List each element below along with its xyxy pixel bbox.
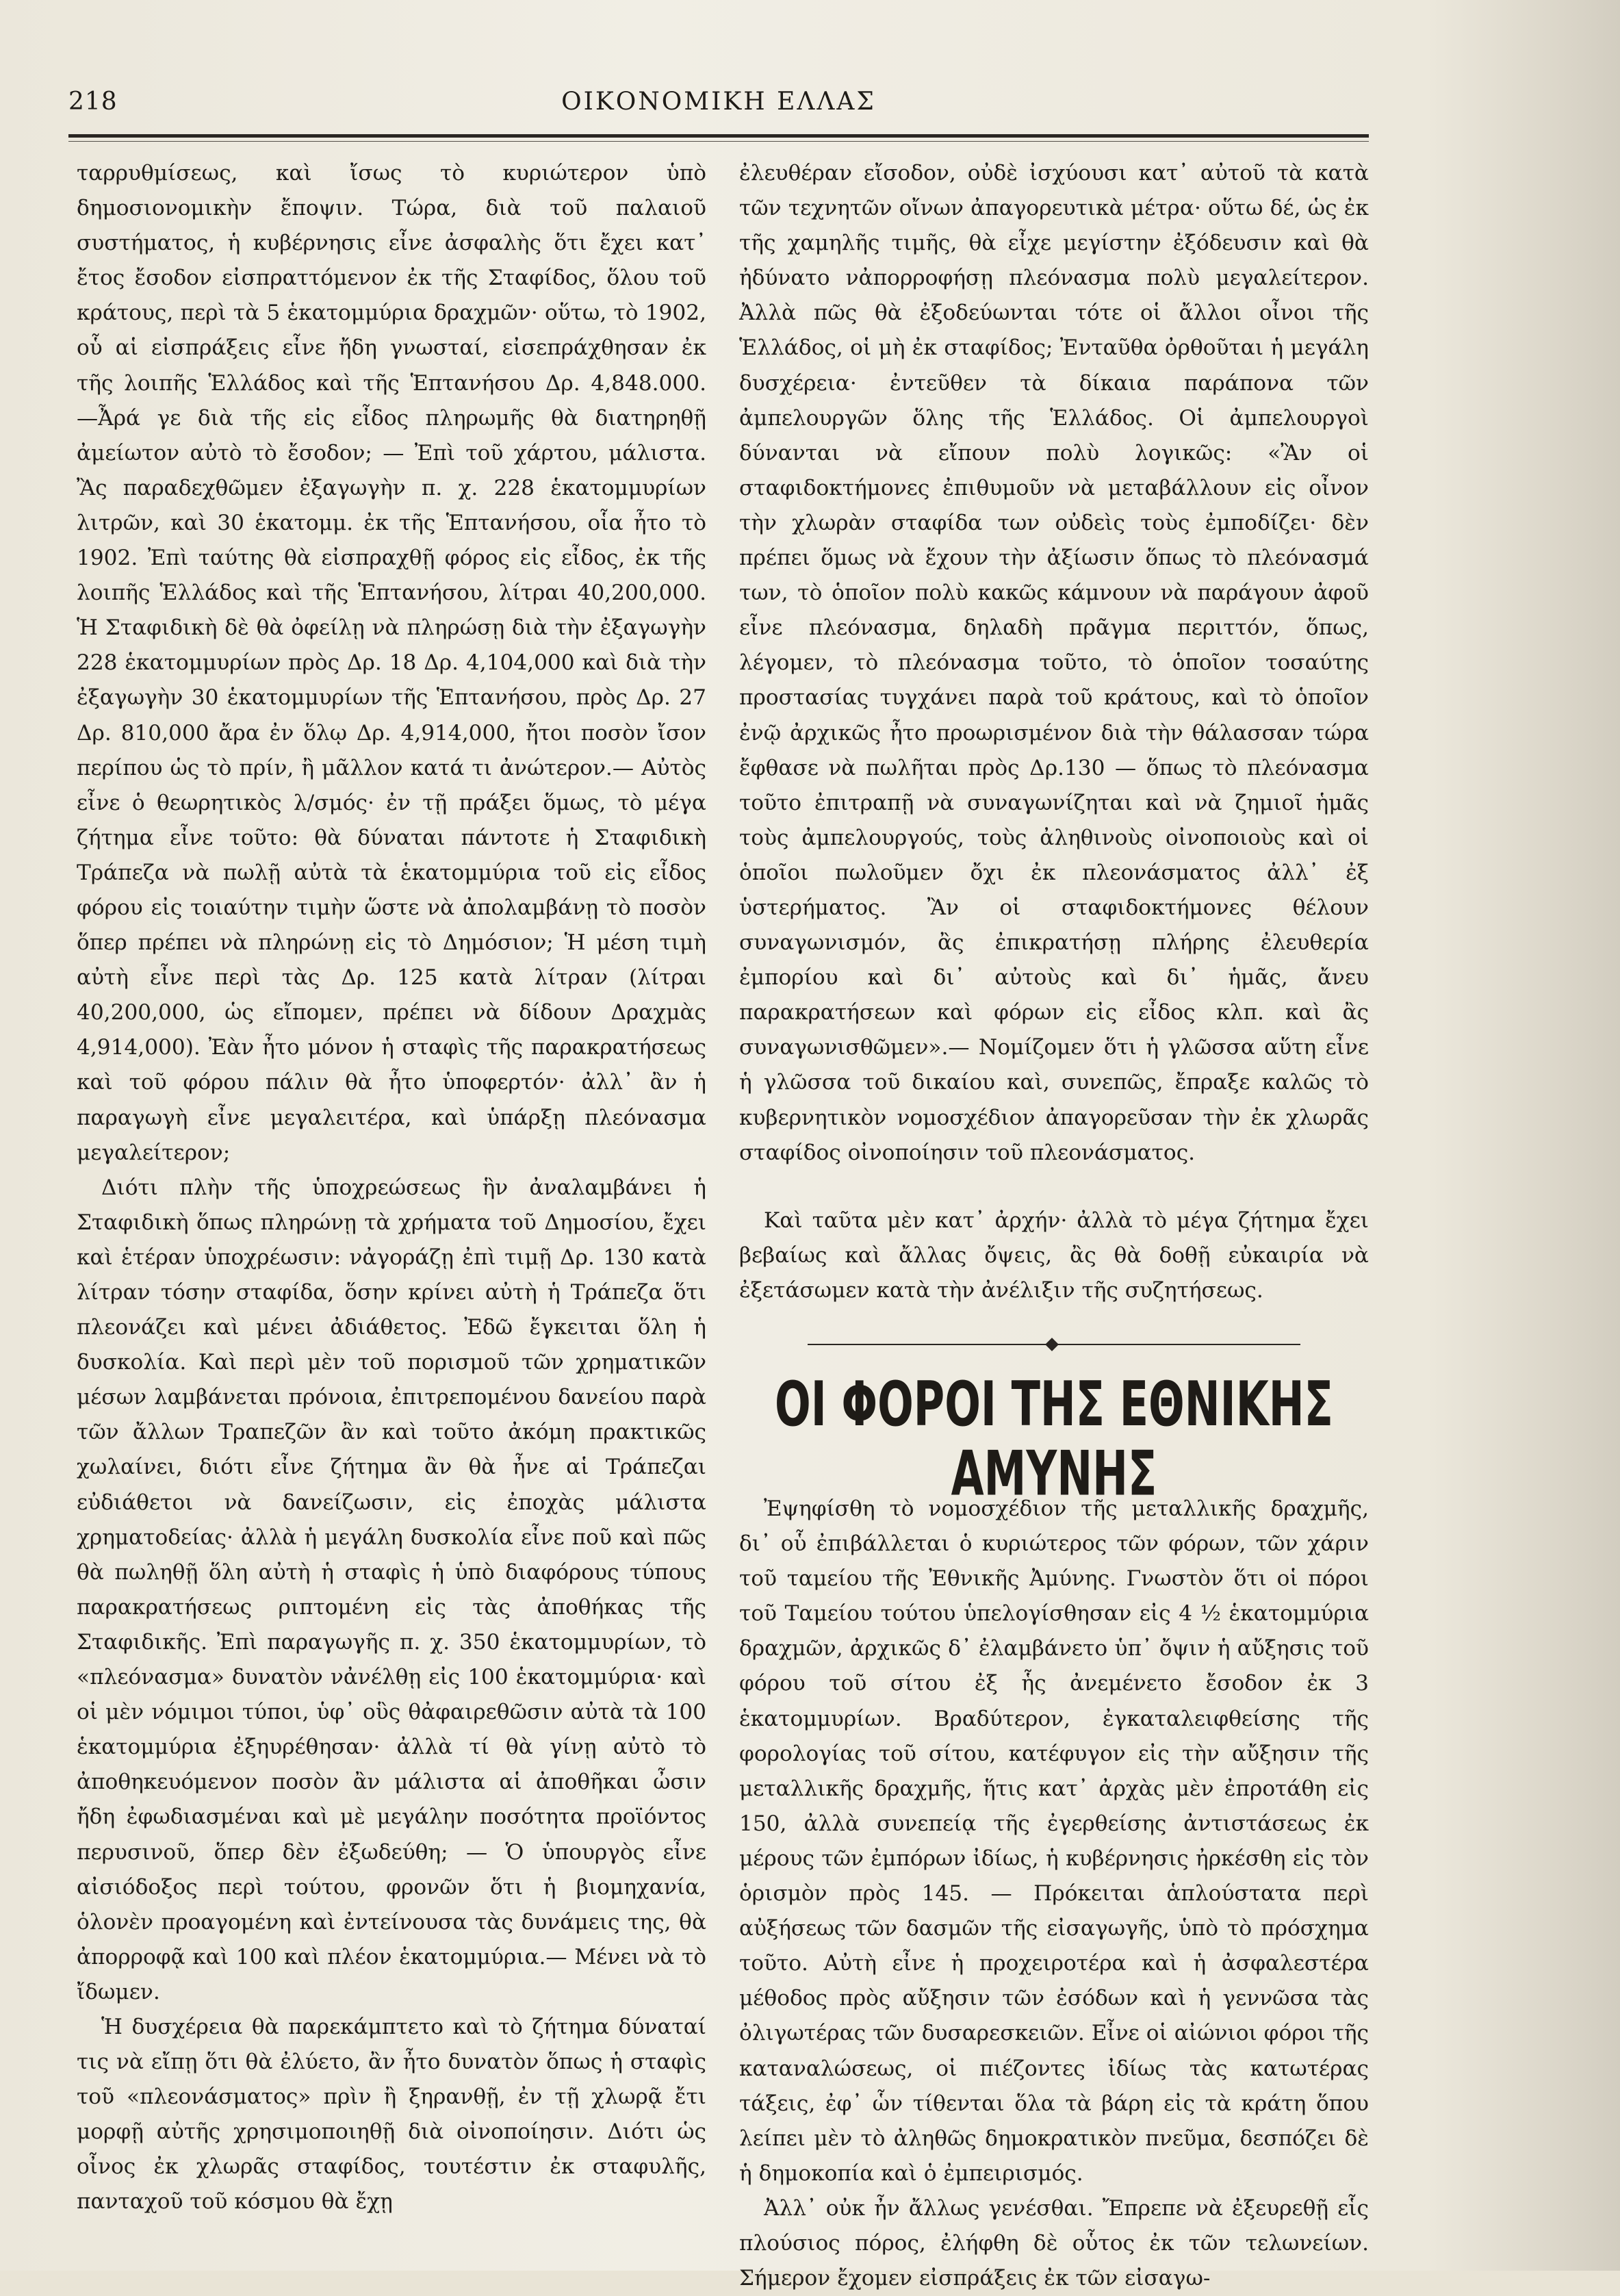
left-column — [77, 156, 706, 2220]
right-closing-paragraph: Καὶ ταῦτα μὲν κατ᾽ ἀρχήν· ἀλλὰ τὸ μέγα ζήτημα ἔχει βεβαίως καὶ ἄλλας ὄψεις, ἂς θὰ δοθῇ εὐκαιρία νὰ ἐξετάσωμεν κατὰ τὴν ἀνέλιξιν τῆς συζητήσεως. — [739, 1208, 1369, 1303]
left-paragraph: Ἡ δυσχέρεια θὰ παρεκάμπτετο καὶ τὸ ζήτημα δύναταί τις νὰ εἴπῃ ὅτι θὰ ἐλύετο, ἂν ἦτο δυνατὸν ὅπως ἡ σταφὶς τοῦ «πλεονάσματος» πρὶν ἢ ξηρανθῇ, ἐν τῇ χλωρᾷ ἔτι μορφῇ αὐτῆς χρησιμοποιηθῇ διὰ οἰνοποίησιν. Διότι ὡς οἶνος ἐκ χλωρᾶς σταφίδος, τουτέστιν ἐκ σταφυλῆς, πανταχοῦ τοῦ κόσμου θὰ ἔχῃ — [77, 2014, 706, 2215]
article-paragraph: Ἐψηφίσθη τὸ νομοσχέδιον τῆς μεταλλικῆς δραχμῆς, δι᾽ οὗ ἐπιβάλλεται ὁ κυριώτερος τῶν φόρων, τῶν χάριν τοῦ ταμείου τῆς Ἐθνικῆς Ἀμύνης. Γνωστὸν ὅτι οἱ πόροι τοῦ Ταμείου τούτου ὑπελογίσθησαν εἰς 4 ½ ἑκατομμύρια δραχμῶν, ἀρχικῶς δ᾽ ἐλαμβάνετο ὑπ᾽ ὄψιν ἡ αὔξησις τοῦ φόρου τοῦ σίτου ἐξ ἧς ἀνεμένετο ἔσοδον ἐκ 3 ἑκατομμυρίων. Βραδύτερον, ἐγκαταλειφθείσης τῆς φορολογίας τοῦ σίτου, κατέφυγον εἰς τὴν αὔξησιν τῆς μεταλλικῆς δραχμῆς, ἥτις κατ᾽ ἀρχὰς μὲν ἐπροτάθη εἰς 150, ἀλλὰ συνεπείᾳ τῆς ἐγερθείσης ἀντιστάσεως ἐκ μέρους τῶν ἐμπόρων ἰδίως, ἡ κυβέρνησις ἠρκέσθη εἰς τὸν ὁρισμὸν πρὸς 145. — Πρόκειται ἁπλούστατα περὶ αὐξήσεως τῶν δασμῶν τῆς εἰσαγωγῆς, ὑπὸ τὸ πρόσχημα τοῦτο. Αὐτὴ εἶνε ἡ προχειροτέρα καὶ ἡ ἀσφαλεστέρα μέθοδος πρὸς αὔξησιν τῶν ἐσόδων καὶ ἡ γεννῶσα τὰς ὀλιγωτέρας τῶν δυσαρεσκειῶν. Εἶνε οἱ αἰώνιοι φόροι τῆς καταναλώσεως, οἱ πιέζοντες ἰδίως τὰς κατωτέρας τάξεις, ἐφ᾽ ὧν τίθενται ὅλα τὰ βάρη εἰς τὰ κράτη ὅπου λείπει μὲν τὸ ἀληθῶς δημοκρατικὸν πνεῦμα, δεσπόζει δὲ ἡ δημοκοπία καὶ ὁ ἐμπειρισμός. — [739, 1496, 1369, 2186]
left-paragraph: ταρρυθμίσεως, καὶ ἴσως τὸ κυριώτερον ὑπὸ δημοσιονομικὴν ἔποψιν. Τώρα, διὰ τοῦ παλαιοῦ συστήματος, ἡ κυβέρνησις εἶνε ἀσφαλὴς ὅτι ἔχει κατ᾽ ἔτος ἔσοδον εἰσπραττόμενον ἐκ τῆς Σταφίδος, ὅλου τοῦ κράτους, περὶ τὰ 5 ἑκατομμύρια δραχμῶν· οὕτω, τὸ 1902, οὗ αἱ εἰσπράξεις εἶνε ἤδη γνωσταί, εἰσεπράχθησαν ἐκ τῆς λοιπῆς Ἑλλάδος καὶ τῆς Ἑπτανήσου Δρ. 4,848.000. —Ἆρά γε διὰ τῆς εἰς εἶδος πληρωμῆς θὰ διατηρηθῇ ἀμείωτον αὐτὸ τὸ ἔσοδον; — Ἐπὶ τοῦ χάρτου, μάλιστα. Ἂς παραδεχθῶμεν ἐξαγωγὴν π. χ. 228 ἑκατομμυρίων λιτρῶν, καὶ 30 ἑκατομμ. ἐκ τῆς Ἑπτανήσου, οἷα ἦτο τὸ 1902. Ἐπὶ ταύτης θὰ εἰσπραχθῇ φόρος εἰς εἶδος, ἐκ τῆς λοιπῆς Ἑλλάδος καὶ τῆς Ἑπτανήσου, λίτραι 40,200,000. Ἡ Σταφιδικὴ δὲ θὰ ὀφείλῃ νὰ πληρώσῃ διὰ τὴν ἐξαγωγὴν 228 ἑκατομμυρίων πρὸς Δρ. 18 Δρ. 4,104,000 καὶ διὰ τὴν ἐξαγωγὴν 30 ἑκατομμυρίων τῆς Ἑπτανήσου, πρὸς Δρ. 27 Δρ. 810,000 ἄρα ἐν ὅλῳ Δρ. 4,914,000, ἤτοι ποσὸν ἴσον περίπου ὡς τὸ πρίν, ἢ μᾶλλον κατά τι ἀνώτερον.— Αὐτὸς εἶνε ὁ θεωρητικὸς λ/σμός· ἐν τῇ πράξει ὅμως, τὸ μέγα ζήτημα εἶνε τοῦτο: θὰ δύναται πάντοτε ἡ Σταφιδικὴ Τράπεζα νὰ πωλῇ αὐτὰ τὰ ἑκατομμύρια τοῦ εἰς εἶδος φόρου εἰς τοιαύτην τιμὴν ὥστε νὰ ἀπολαμβάνῃ τὸ ποσὸν ὅπερ πρέπει νὰ πληρώνῃ εἰς τὸ Δημόσιον; Ἡ μέση τιμὴ αὐτὴ εἶνε περὶ τὰς Δρ. 125 κατὰ λίτραν (λίτραι 40,200,000, ὡς εἴπομεν, πρέπει νὰ δίδουν Δραχμὰς 4,914,000). Ἐὰν ἦτο μόνον ἡ σταφὶς τῆς παρακρατήσεως καὶ τοῦ φόρου πάλιν θὰ ἦτο ὑποφερτόν· ἀλλ᾽ ἂν ἡ παραγωγὴ εἶνε μεγαλειτέρα, καὶ ὑπάρξῃ πλεόνασμα μεγαλείτερον; — [77, 161, 706, 1165]
section-divider — [808, 1338, 1300, 1352]
article-paragraph: Ἀλλ᾽ οὐκ ἦν ἄλλως γενέσθαι. Ἔπρεπε νὰ ἐξευρεθῇ εἷς πλούσιος πόρος, ἐλήφθη δὲ οὗτος ἐκ τῶν τελωνείων. Σήμερον ἔχομεν εἰσπράξεις ἐκ τῶν εἰσαγω- — [739, 2195, 1369, 2291]
running-title: ΟΙΚΟΝΟΜΙΚΗ ΕΛΛΑΣ — [561, 88, 876, 116]
header-rule — [68, 134, 1369, 138]
article-body — [739, 1492, 1369, 2296]
page-header — [68, 88, 1369, 129]
divider-diamond — [1045, 1338, 1059, 1351]
left-paragraph: Διότι πλὴν τῆς ὑποχρεώσεως ἣν ἀναλαμβάνει ἡ Σταφιδικὴ ὅπως πληρώνῃ τὰ χρήματα τοῦ Δημοσίου, ἔχει καὶ ἑτέραν ὑποχρέωσιν: νἀγοράζῃ ἐπὶ τιμῇ Δρ. 130 κατὰ λίτραν τόσην σταφίδα, ὅσην κρίνει αὐτὴ ἡ Τράπεζα ὅτι πλεονάζει καὶ μένει ἀδιάθετος. Ἐδῶ ἔγκειται ὅλη ἡ δυσκολία. Καὶ περὶ μὲν τοῦ πορισμοῦ τῶν χρηματικῶν μέσων λαμβάνεται πρόνοια, ἐπιτρεπομένου δανείου παρὰ τῶν ἄλλων Τραπεζῶν ἂν καὶ τοῦτο ἀκόμη πρακτικῶς χωλαίνει, διότι εἶνε ζήτημα ἂν θὰ ἦνε αἱ Τράπεζαι εὐδιάθετοι νὰ δανείζωσιν, εἰς ἐποχὰς μάλιστα χρηματοδείας· ἀλλὰ ἡ μεγάλη δυσκολία εἶνε ποῦ καὶ πῶς θὰ πωληθῇ ὅλη αὐτὴ ἡ σταφὶς ἡ ὑπὸ διαφόρους τύπους παρακρατήσεως ριπτομένη εἰς τὰς ἀποθήκας τῆς Σταφιδικῆς. Ἐπὶ παραγωγῆς π. χ. 350 ἑκατομμυρίων, τὸ «πλεόνασμα» δυνατὸν νἀνέλθῃ εἰς 100 ἑκατομμύρια· καὶ οἱ μὲν νόμιμοι τύποι, ὑφ᾽ οὓς θἀφαιρεθῶσιν αὐτὰ τὰ 100 ἑκατομμύρια ἐξηυρέθησαν· ἀλλὰ τί θὰ γίνῃ αὐτὸ τὸ ἀποθηκευόμενον ποσὸν ἂν μάλιστα αἱ ἀποθῆκαι ὦσιν ἤδη ἐφωδιασμέναι καὶ μὲ μεγάλην ποσότητα προϊόντος περυσινοῦ, ὅπερ δὲν ἐξωδεύθη; — Ὁ ὑπουργὸς εἶνε αἰσιόδοξος περὶ τούτου, φρονῶν ὅτι ἡ βιομηχανία, ὁλονὲν προαγομένη καὶ ἐντείνουσα τὰς δυνάμεις της, θὰ ἀπορροφᾷ καὶ 100 καὶ πλέον ἑκατομμύρια.— Μένει νὰ τὸ ἴδωμεν. — [77, 1175, 706, 2004]
article-title: ΟΙ ΦΟΡΟΙ ΤΗΣ ΕΘΝΙΚΗΣ ΑΜΥΝΗΣ — [775, 1368, 1333, 1510]
header-rule-thin — [68, 141, 1369, 142]
right-continuation-paragraph: ἐλευθέραν εἴσοδον, οὐδὲ ἰσχύουσι κατ᾽ αὐτοῦ τὰ κατὰ τῶν τεχνητῶν οἴνων ἀπαγορευτικὰ μέτρα· οὕτω δέ, ὡς ἐκ τῆς χαμηλῆς τιμῆς, θὰ εἶχε μεγίστην ἐξόδευσιν καὶ θὰ ἠδύνατο νἀπορροφήσῃ πλεόνασμα πολὺ μεγαλείτερον. Ἀλλὰ πῶς θὰ ἐξοδεύωνται τότε οἱ ἄλλοι οἶνοι τῆς Ἑλλάδος, οἱ μὴ ἐκ σταφίδος; Ἐνταῦθα ὀρθοῦται ἡ μεγάλη δυσχέρεια· ἐντεῦθεν τὰ δίκαια παράπονα τῶν ἀμπελουργῶν ὅλης τῆς Ἑλλάδος. Οἱ ἀμπελουργοὶ δύνανται νὰ εἴπουν πολὺ λογικῶς: «Ἂν οἱ σταφιδοκτήμονες ἐπιθυμοῦν νὰ μεταβάλλουν εἰς οἶνον τὴν χλωρὰν σταφίδα των οὐδεὶς τοὺς ἐμποδίζει· δὲν πρέπει ὅμως νὰ ἔχουν τὴν ἀξίωσιν ὅπως τὸ πλεόνασμά των, τὸ ὁποῖον πολὺ κακῶς κάμνουν νὰ παράγουν ἀφοῦ εἶνε πλεόνασμα, δηλαδὴ πρᾶγμα περιττόν, ὅπως, λέγομεν, τὸ πλεόνασμα τοῦτο, τὸ ὁποῖον τοσαύτης προστασίας τυγχάνει παρὰ τοῦ κράτους, καὶ τὸ ὁποῖον ἐνῷ ἀρχικῶς ἦτο προωρισμένον διὰ τὴν θάλασσαν τώρα ἔφθασε νὰ πωλῆται πρὸς Δρ.130 — ὅπως τὸ πλεόνασμα τοῦτο ἐπιτραπῇ νὰ συναγωνίζηται καὶ νὰ ζημιοῖ ἡμᾶς τοὺς ἀμπελουργούς, τοὺς ἀληθινοὺς οἰνοποιοὺς καὶ οἱ ὁποῖοι πωλοῦμεν ὄχι ἐκ πλεονάσματος ἀλλ᾽ ἐξ ὑστερήματος. Ἂν οἱ σταφιδοκτήμονες θέλουν συναγωνισμόν, ἂς ἐπικρατήσῃ πλήρης ἐλευθερία ἐμπορίου καὶ δι᾽ αὐτοὺς καὶ δι᾽ ἡμᾶς, ἄνευ παρακρατήσεων καὶ φόρων εἰς εἶδος κλπ. καὶ ἂς συναγωνισθῶμεν».— Νομίζομεν ὅτι ἡ γλῶσσα αὕτη εἶνε ἡ γλῶσσα τοῦ δικαίου καὶ, συνεπῶς, ἔπραξε καλῶς τὸ κυβερνητικὸν νομοσχέδιον ἀπαγορεῦσαν τὴν ἐκ χλωρᾶς σταφίδος οἰνοποίησιν τοῦ πλεονάσματος. — [739, 161, 1369, 1165]
right-column — [739, 156, 1369, 2296]
page-number: 218 — [68, 88, 118, 116]
